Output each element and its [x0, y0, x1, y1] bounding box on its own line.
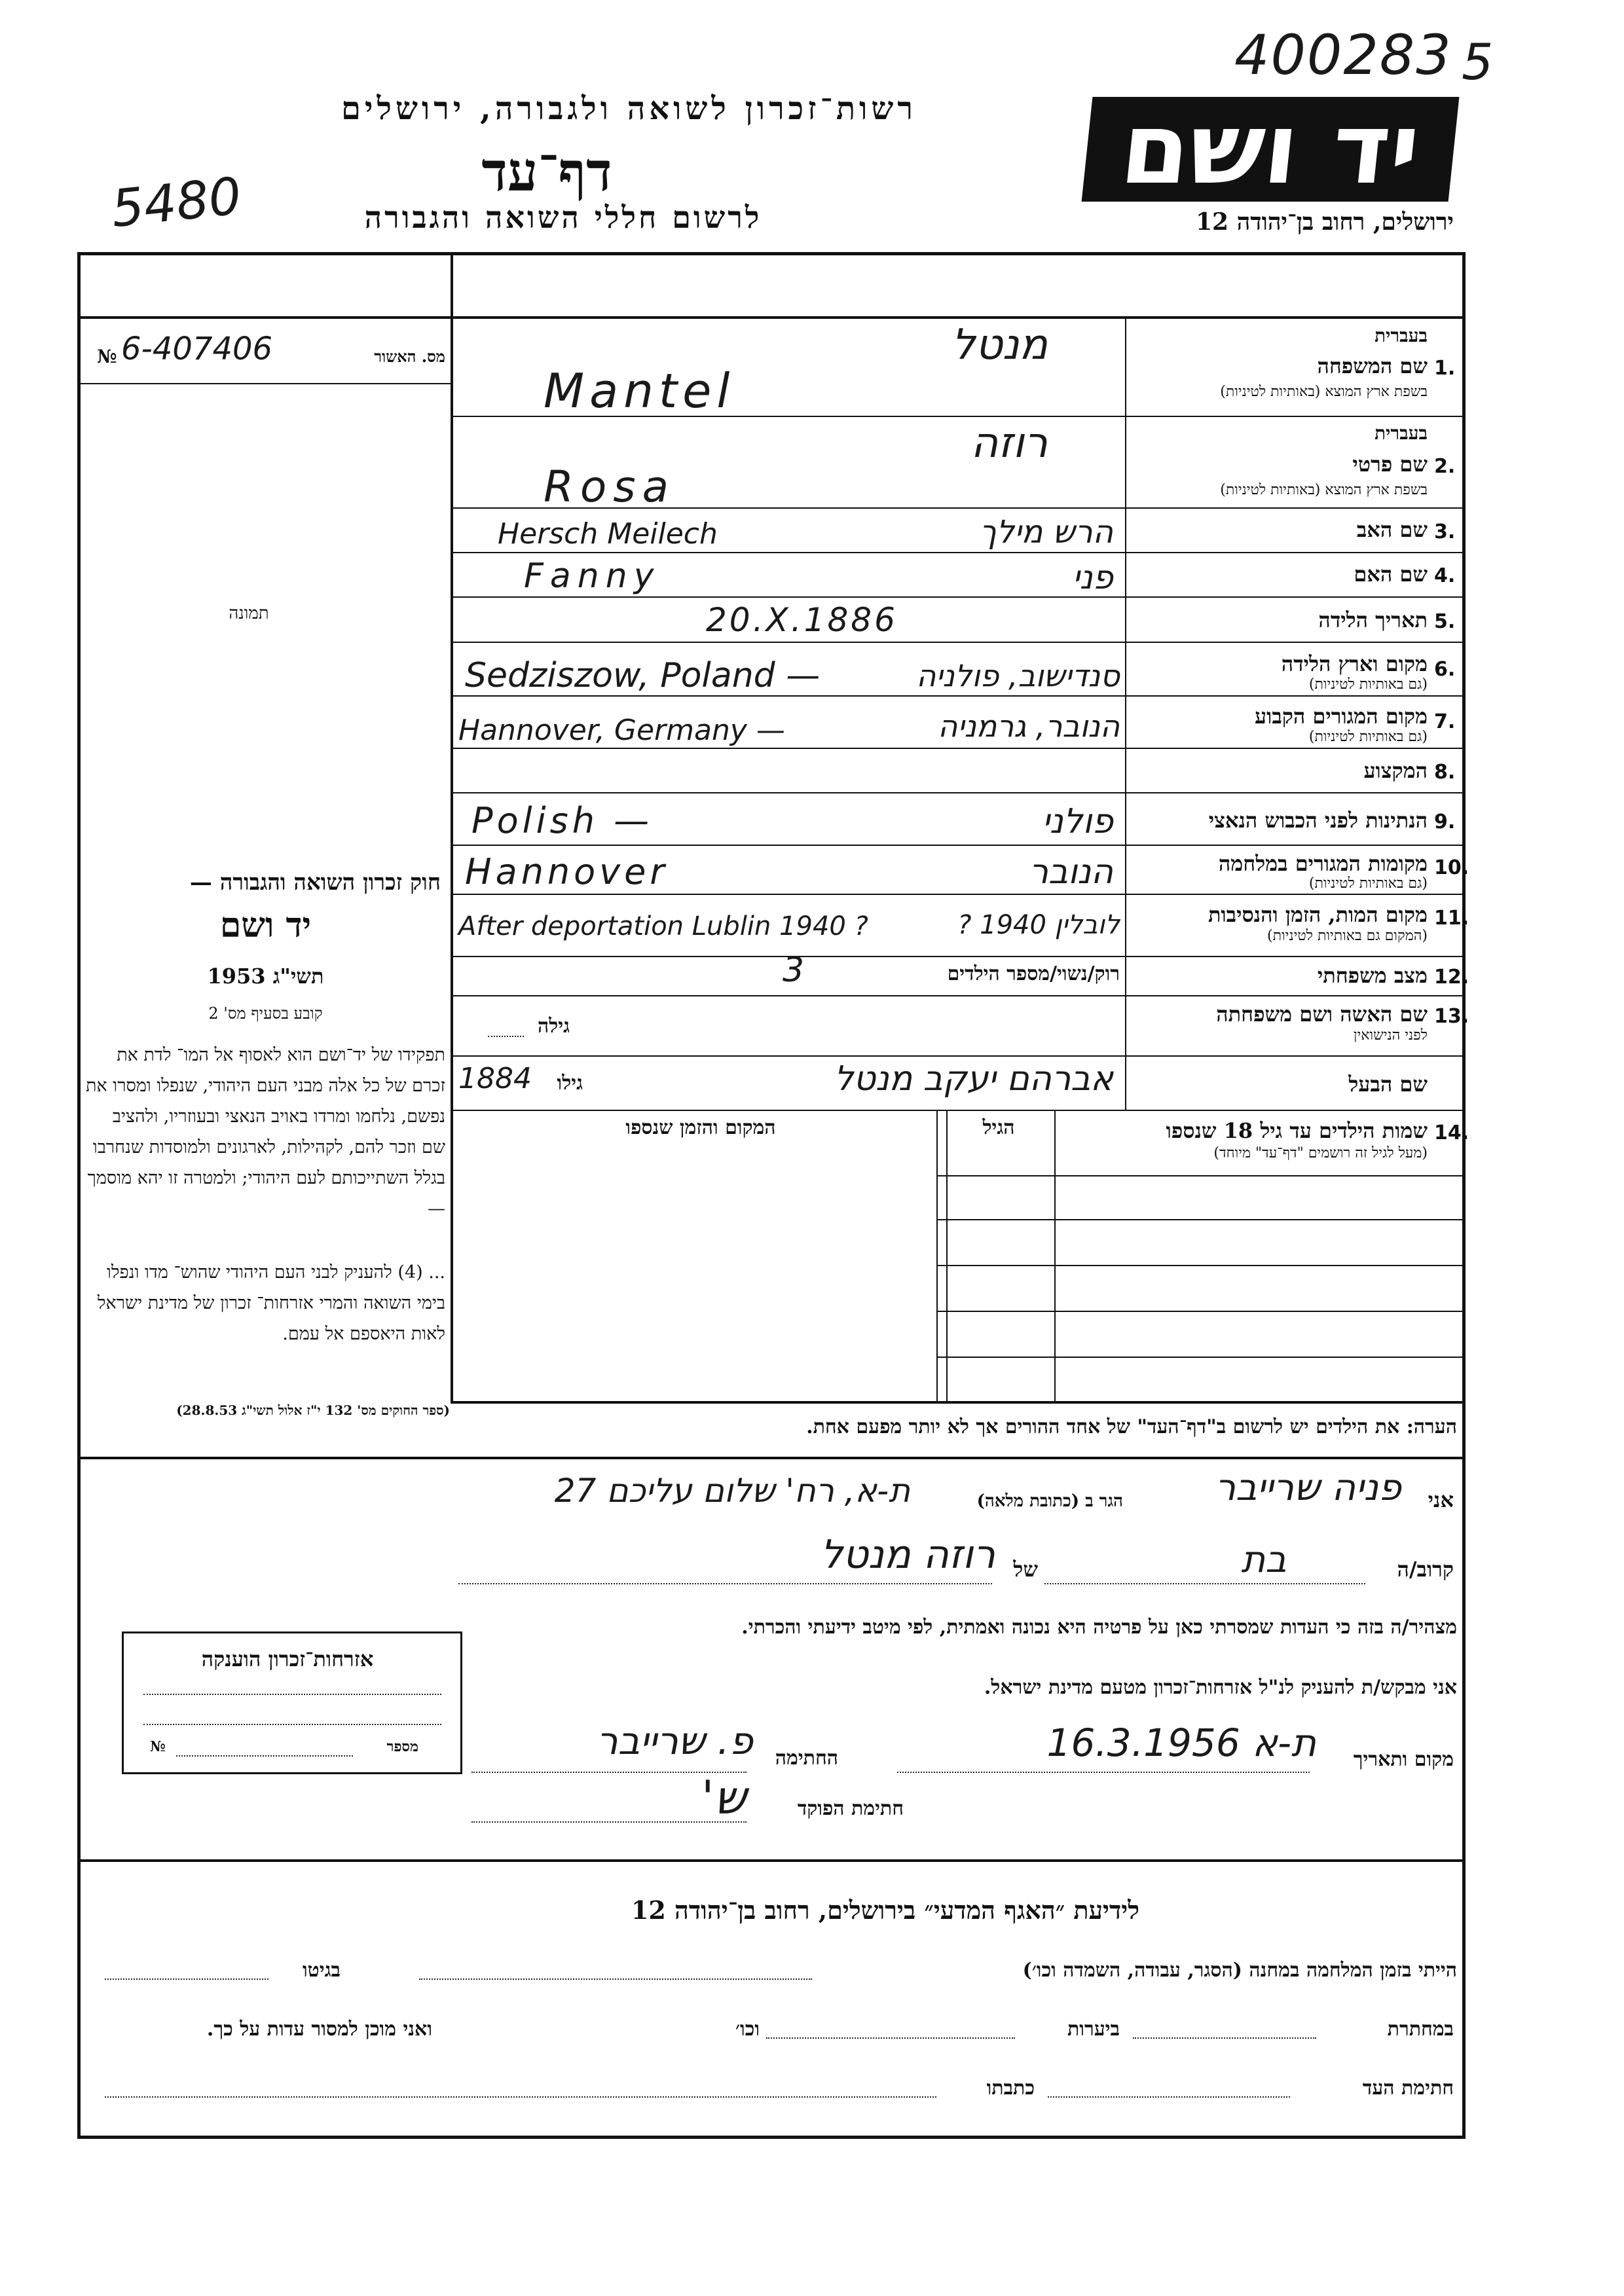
- info-ghetto: בגיטו: [302, 1959, 341, 1982]
- field-13-label: שם האשה ושם משפחתה: [1216, 1002, 1428, 1027]
- field-1-sub: בשפת ארץ המוצא (באותיות לטיניות): [1220, 384, 1428, 400]
- decl-request: אני מבקש/ת להעניק לנ"ל אזרחות־זכרון מטעם מדינת ישראל.: [984, 1676, 1457, 1699]
- decl-resides-label: הגר ב (כתובת מלאה): [976, 1491, 1123, 1511]
- note: הערה: את הילדים יש לרשום ב"דף־העד" של אחד ההורים אך לא יותר מפעם אחת.: [806, 1415, 1457, 1438]
- info-witness-sig: חתימת העד: [1362, 2077, 1454, 2100]
- field-9-number: 9.: [1434, 811, 1456, 833]
- children-col-age: הגיל: [982, 1116, 1015, 1139]
- field-10-label: מקומות המגורים במלחמה: [1218, 851, 1428, 876]
- field-2-hebrew-tag: בעברית: [1374, 422, 1428, 444]
- husband-label: שם הבעל: [1348, 1072, 1428, 1097]
- memorial-box-prefix: №: [150, 1738, 166, 1755]
- divider: [451, 552, 1466, 553]
- decl-relative-value: בת: [1241, 1539, 1287, 1581]
- approval-number-value: 6-407406: [121, 331, 273, 367]
- field-11-hebrew: לובלין 1940 ?: [957, 910, 1120, 940]
- field-12-children-count: 3: [783, 951, 805, 990]
- law-name: יד ושם: [219, 905, 312, 945]
- info-address: כתבתו: [986, 2077, 1035, 2100]
- field-8-label: המקצוע: [1363, 758, 1428, 783]
- decl-statement: מצהיר/ה בזה כי העדות שמסרתי כאן על פרטיה היא נכונה ואמתית, לפי מיטב ידיעתי והכרתי.: [741, 1616, 1457, 1639]
- yad-vashem-logo: יד ושם: [1082, 97, 1460, 202]
- divider: [936, 1175, 1466, 1176]
- field-2-label: שם פרטי: [1352, 452, 1428, 477]
- field-6-sub: (גם באותיות לטיניות): [1308, 676, 1428, 693]
- field-4-label: שם האם: [1354, 562, 1428, 587]
- decl-i-value: פניה שרייבר: [1215, 1467, 1401, 1509]
- field-2-latin-value: Rosa: [544, 462, 676, 512]
- law-paragraph-2: ... (4) להעניק לבני העם היהודי שהוש־ מדו ונפלו בימי השואה והמרי אזרחות־ זכרון של מדינת ישראל לאות היאספם אל עמם.: [97, 1262, 445, 1344]
- signature-label: החתימה: [775, 1747, 838, 1770]
- field-7-hebrew: הנובר, גרמניה: [938, 708, 1120, 744]
- field-5-label: תאריך הלידה: [1318, 608, 1428, 632]
- field-14-sub: (מעל לגיל זה רושמים "דף־עד" מיוחד): [1213, 1145, 1428, 1161]
- page-number-handwritten: 5: [1462, 33, 1494, 91]
- field-6-hebrew: סנדישוב, פולניה: [916, 658, 1120, 693]
- divider: [451, 642, 1466, 643]
- memorial-box-line-1: [143, 1694, 441, 1695]
- info-heading: לידיעת ״האגף המדעי״ בירושלים, רחוב בן־יהודה 12: [631, 1895, 1139, 1925]
- field-9-label: הנתינות לפני הכבוש הנאצי: [1208, 808, 1428, 833]
- divider: [451, 695, 1466, 697]
- info-underground: במחתרת: [1387, 2018, 1454, 2041]
- memorial-box-line-2: [143, 1724, 441, 1725]
- field-11-label: מקום המות, הזמן והנסיבות: [1208, 902, 1428, 927]
- info-ghetto-line: [105, 1978, 268, 1980]
- field-6-number: 6.: [1434, 658, 1456, 681]
- law-section: קובע בסעיף מס' 2: [208, 1004, 323, 1023]
- field-11-sub: (המקום גם באותיות לטיניות): [1267, 928, 1428, 944]
- field-11-number: 11.: [1434, 907, 1469, 930]
- field-13-number: 13.: [1434, 1005, 1469, 1028]
- field-14-number: 14.: [1434, 1121, 1469, 1144]
- divider: [936, 1357, 1466, 1358]
- divider: [451, 995, 1466, 996]
- divider: [451, 1401, 1466, 1404]
- officer-signature: ש': [701, 1771, 747, 1825]
- husband-age-label: גילו: [557, 1072, 583, 1095]
- info-address-line: [105, 2096, 936, 2098]
- field-2-sub: בשפת ארץ המוצא (באותיות לטיניות): [1220, 482, 1428, 498]
- info-forests: ביערות: [1067, 2018, 1120, 2041]
- place-date-label: מקום ותאריך: [1353, 1748, 1454, 1771]
- info-camp-line: [419, 1978, 812, 1980]
- place-date-line: [897, 1772, 1310, 1773]
- field-5-number: 5.: [1434, 610, 1456, 633]
- law-paragraph-1: תפקידו של יד־ושם הוא לאסוף אל המו־ לדת את זכרם של כל אלה מבני העם היהודי, שנפלו ומסרו את נפשם, נלחמו ומרדו באויב הנאצי ובעוזריו, ולהציב שם וזכר להם, לקהילות, לארגונים ולמוסדות שנחרבו בגלל השתייכותם לעם היהודי; ולמטרה זו יהא מוסמך —: [86, 1045, 445, 1219]
- husband-name: אברהם יעקב מנטל: [834, 1059, 1113, 1099]
- field-1-label: שם המשפחה: [1317, 354, 1428, 378]
- address: ירושלים, רחוב בן־יהודה 12: [1195, 208, 1454, 236]
- field-12-options: רוק/נשוי/מספר הילדים: [947, 962, 1120, 985]
- field-6-label: מקום וארץ הלידה: [1281, 651, 1428, 676]
- law-citation: (ספר החוקים מס' 132 י"ז אלול תשי"ג 28.8.53): [176, 1402, 450, 1418]
- decl-relative-label: קרוב/ה: [1397, 1557, 1454, 1582]
- field-14-label: שמות הילדים עד גיל 18 שנספו: [1166, 1118, 1428, 1143]
- field-6-value: Sedziszow, Poland —: [465, 656, 821, 695]
- signature-value: פ. שרייבר: [596, 1719, 753, 1763]
- divider: [451, 894, 1466, 895]
- approval-number-label: מס. האשור: [374, 347, 445, 366]
- field-11-value: After deportation Lublin 1940 ?: [458, 911, 868, 941]
- field-13-age-line: [488, 1036, 524, 1037]
- law-year: תשי"ג 1953: [207, 964, 324, 989]
- field-9-hebrew: פולני: [1042, 802, 1113, 841]
- field-9-value: Polish —: [471, 800, 654, 841]
- field-1-hebrew-value: מנטל: [951, 321, 1048, 369]
- divider: [451, 956, 1466, 957]
- decl-i-label: אני: [1428, 1487, 1454, 1512]
- divider: [936, 1265, 1466, 1266]
- field-4-number: 4.: [1434, 564, 1456, 587]
- info-ready: ואני מוכן למסור עדות על כך.: [206, 2018, 432, 2041]
- divider: [77, 383, 451, 384]
- divider: [451, 792, 1466, 793]
- field-3-value: Hersch Meilech: [498, 517, 718, 551]
- husband-age: 1884: [458, 1062, 532, 1095]
- field-8-number: 8.: [1434, 761, 1456, 784]
- field-4-value: Fanny: [524, 556, 661, 596]
- field-13-age-label: גילה: [537, 1015, 570, 1038]
- field-7-number: 7.: [1434, 710, 1456, 733]
- memorial-box-number-label: מספר: [386, 1738, 418, 1755]
- field-3-hebrew: הרש מילך: [979, 514, 1113, 551]
- file-number-handwritten: 5480: [108, 166, 244, 240]
- decl-of-label: של: [1013, 1557, 1038, 1582]
- approval-number-prefix: №: [97, 346, 117, 367]
- info-line1: הייתי בזמן המלחמה במחנה (הסגר, עבודה, השמדה וכו׳): [1022, 1959, 1457, 1982]
- field-10-number: 10.: [1434, 856, 1469, 879]
- officer-line: [471, 1821, 747, 1823]
- field-10-value: Hannover: [465, 851, 669, 892]
- divider: [451, 748, 1466, 749]
- divider: [451, 1055, 1466, 1057]
- decl-of-line: [458, 1583, 992, 1584]
- field-1-latin-value: Mantel: [544, 363, 735, 418]
- field-10-sub: (גם באותיות לטיניות): [1308, 875, 1428, 892]
- divider: [451, 845, 1466, 846]
- field-4-hebrew: פני: [1072, 558, 1113, 596]
- field-10-hebrew: הנובר: [1029, 852, 1113, 892]
- decl-of-value: רוזה מנטל: [820, 1532, 995, 1578]
- divider: [936, 1311, 1466, 1312]
- memorial-box-line-3: [176, 1755, 353, 1757]
- decl-relative-line: [1044, 1583, 1365, 1584]
- divider: [77, 1457, 1466, 1459]
- divider: [77, 1859, 1466, 1862]
- form-title: דף־עד: [481, 141, 612, 204]
- field-1-number: 1.: [1434, 357, 1456, 380]
- children-col-place: המקום והזמן שנספו: [625, 1116, 776, 1139]
- info-forests-line: [766, 2037, 1015, 2039]
- divider: [451, 1110, 1466, 1111]
- form-subtitle: לרשום חללי השואה והגבורה: [364, 200, 762, 235]
- field-2-number: 2.: [1434, 455, 1456, 478]
- field-12-number: 12.: [1434, 966, 1469, 989]
- officer-label: חתימת הפוקד: [797, 1797, 904, 1820]
- info-etc: וכו׳: [735, 2018, 760, 2041]
- divider: [936, 1219, 1466, 1220]
- decl-resides-value: ת-א, רח' שלום עליכם 27: [554, 1472, 910, 1510]
- field-3-label: שם האב: [1356, 517, 1428, 542]
- record-number-handwritten: 400283: [1234, 23, 1452, 87]
- field-7-label: מקום המגורים הקבוע: [1255, 704, 1428, 729]
- field-3-number: 3.: [1434, 520, 1456, 543]
- photo-label: תמונה: [229, 604, 269, 623]
- info-witness-line: [1048, 2096, 1290, 2098]
- field-2-hebrew-value: רוזה: [970, 419, 1048, 467]
- info-underground-line: [1133, 2037, 1316, 2039]
- memorial-box-title: אזרחות־זכרון הוענקה: [201, 1647, 374, 1671]
- authority-name: רשות־זכרון לשואה ולגבורה, ירושלים: [341, 90, 917, 127]
- divider: [1125, 316, 1126, 1110]
- divider: [451, 252, 453, 1403]
- memorial-citizenship-box: [122, 1631, 462, 1774]
- field-12-label: מצב משפחתי: [1317, 963, 1428, 988]
- law-heading: חוק זכרון השואה והגבורה —: [189, 869, 441, 896]
- divider: [77, 316, 1466, 319]
- field-13-sub: לפני הנישואין: [1353, 1027, 1428, 1044]
- field-7-sub: (גם באותיות לטיניות): [1308, 729, 1428, 745]
- field-5-value: 20.X.1886: [706, 601, 898, 639]
- field-7-value: Hannover, Germany —: [458, 714, 785, 747]
- place-date-value: ת-א 16.3.1956: [1046, 1721, 1316, 1765]
- field-1-hebrew-tag: בעברית: [1374, 325, 1428, 346]
- divider: [451, 596, 1466, 598]
